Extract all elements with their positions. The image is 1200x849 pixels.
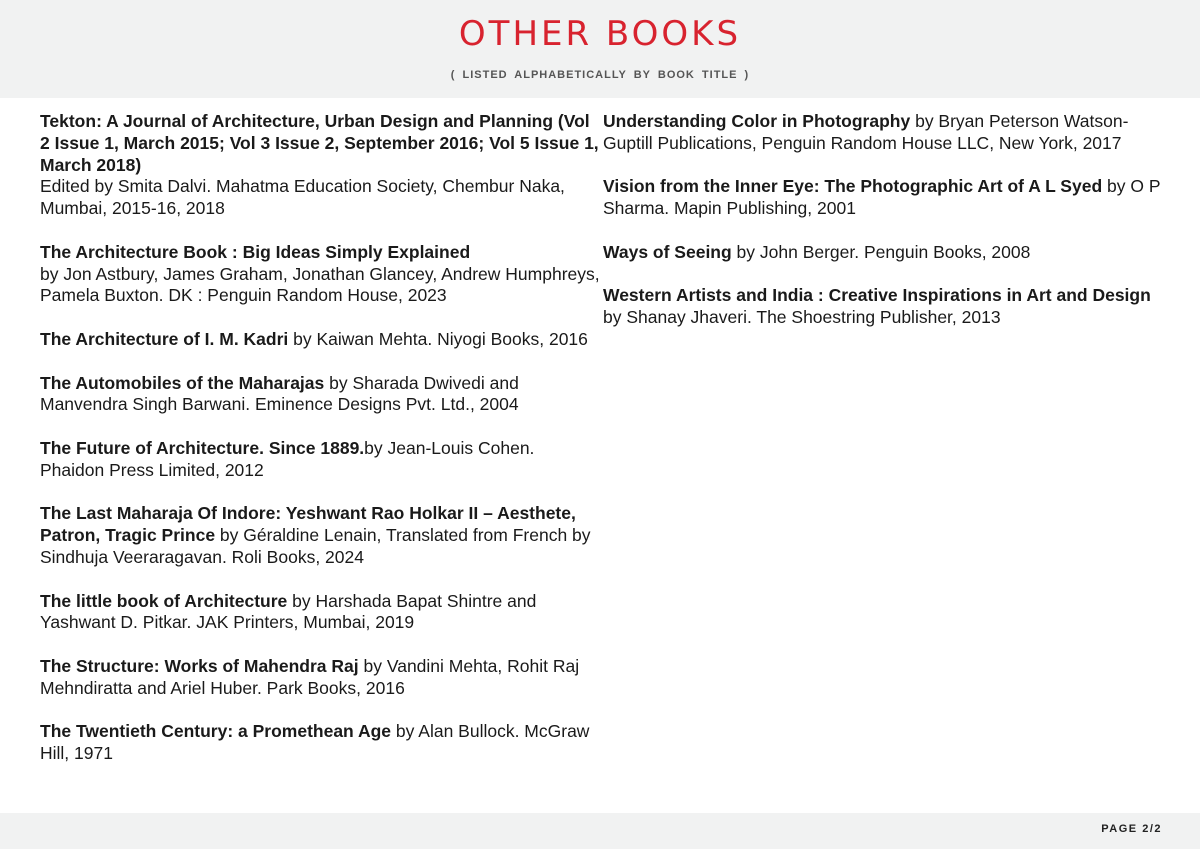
book-details: by Kaiwan Mehta. Niyogi Books, 2016: [288, 328, 588, 349]
book-details: by Bryan Peterson Watson-Guptill Publications, Penguin Random House LLC, New York, 2017: [603, 111, 1129, 153]
book-details: by Shanay Jhaveri. The Shoestring Publisher, 2013: [603, 307, 1001, 328]
book-title: The Last Maharaja Of Indore: Yeshwant Rao Holkar II – Aesthete, Patron, Tragic Prince: [40, 503, 576, 546]
book-title: Western Artists and India : Creative Inspirations in Art and Design: [603, 285, 1151, 306]
book-entry: [603, 285, 1163, 329]
book-details: by Vandini Mehta, Rohit Raj Mehndiratta and Ariel Huber. Park Books, 2016: [40, 655, 580, 698]
book-title: Understanding Color in Photography: [603, 111, 911, 131]
header-band: [0, 0, 1200, 98]
page-number: PAGE 2/2: [1101, 823, 1162, 835]
book-details: by Géraldine Lenain, Translated from French by Sindhuja Veeraragavan. Roli Books, 2024: [40, 525, 591, 567]
book-title: Ways of Seeing: [603, 241, 732, 262]
book-details: by Sharada Dwivedi and Manvendra Singh Barwani. Eminence Designs Pvt. Ltd., 2004: [40, 372, 519, 415]
book-entry: [40, 111, 600, 220]
right-column: [603, 111, 1163, 351]
book-details: by John Berger. Penguin Books, 2008: [731, 241, 1031, 262]
book-entry: [603, 176, 1163, 220]
page-subtitle: ( LISTED ALPHABETICALLY BY BOOK TITLE ): [450, 69, 750, 81]
book-entry: [40, 438, 600, 482]
book-details: by Harshada Bapat Shintre and Yashwant D. Pitkar. JAK Printers, Mumbai, 2019: [40, 590, 537, 633]
book-title: The Automobiles of the Maharajas: [40, 372, 325, 393]
book-entry: [40, 329, 600, 351]
book-title: Vision from the Inner Eye: The Photographic Art of A L Syed: [603, 176, 1103, 197]
book-title: The Structure: Works of Mahendra Raj: [40, 655, 359, 676]
footer-band: [0, 813, 1200, 849]
book-entry: [603, 111, 1163, 155]
book-entry: [40, 721, 600, 765]
left-column: [40, 111, 600, 787]
book-details: by Jon Astbury, James Graham, Jonathan Glancey, Andrew Humphreys, Pamela Buxton. DK : Penguin Random House, 2023: [40, 263, 600, 306]
book-title: The Twentieth Century: a Promethean Age: [40, 721, 392, 742]
book-entry: [40, 373, 600, 417]
book-title: The Architecture Book : Big Ideas Simply Explained: [40, 241, 471, 262]
book-details: by Alan Bullock. McGraw Hill, 1971: [40, 721, 590, 764]
book-entry: [40, 242, 600, 307]
book-title: The Architecture of I. M. Kadri: [40, 328, 289, 349]
book-details: Edited by Smita Dalvi. Mahatma Education Society, Chembur Naka, Mumbai, 2015-16, 2018: [40, 176, 565, 219]
book-entry: [40, 591, 600, 635]
book-entry: [40, 503, 600, 568]
book-entry: [40, 656, 600, 700]
page-title: OTHER BOOKS: [458, 14, 742, 54]
book-details: by Jean-Louis Cohen. Phaidon Press Limited, 2012: [40, 437, 535, 480]
book-title: The little book of Architecture: [40, 590, 288, 611]
book-title: The Future of Architecture. Since 1889.: [40, 437, 365, 458]
book-title: Tekton: A Journal of Architecture, Urban Design and Planning (Vol 2 Issue 1, March 2015; Vol 3 Issue 2, September 2016; Vol 5 Issue 1, March 2018): [40, 111, 599, 175]
book-entry: [603, 242, 1163, 264]
book-details: by O P Sharma. Mapin Publishing, 2001: [603, 176, 1161, 219]
